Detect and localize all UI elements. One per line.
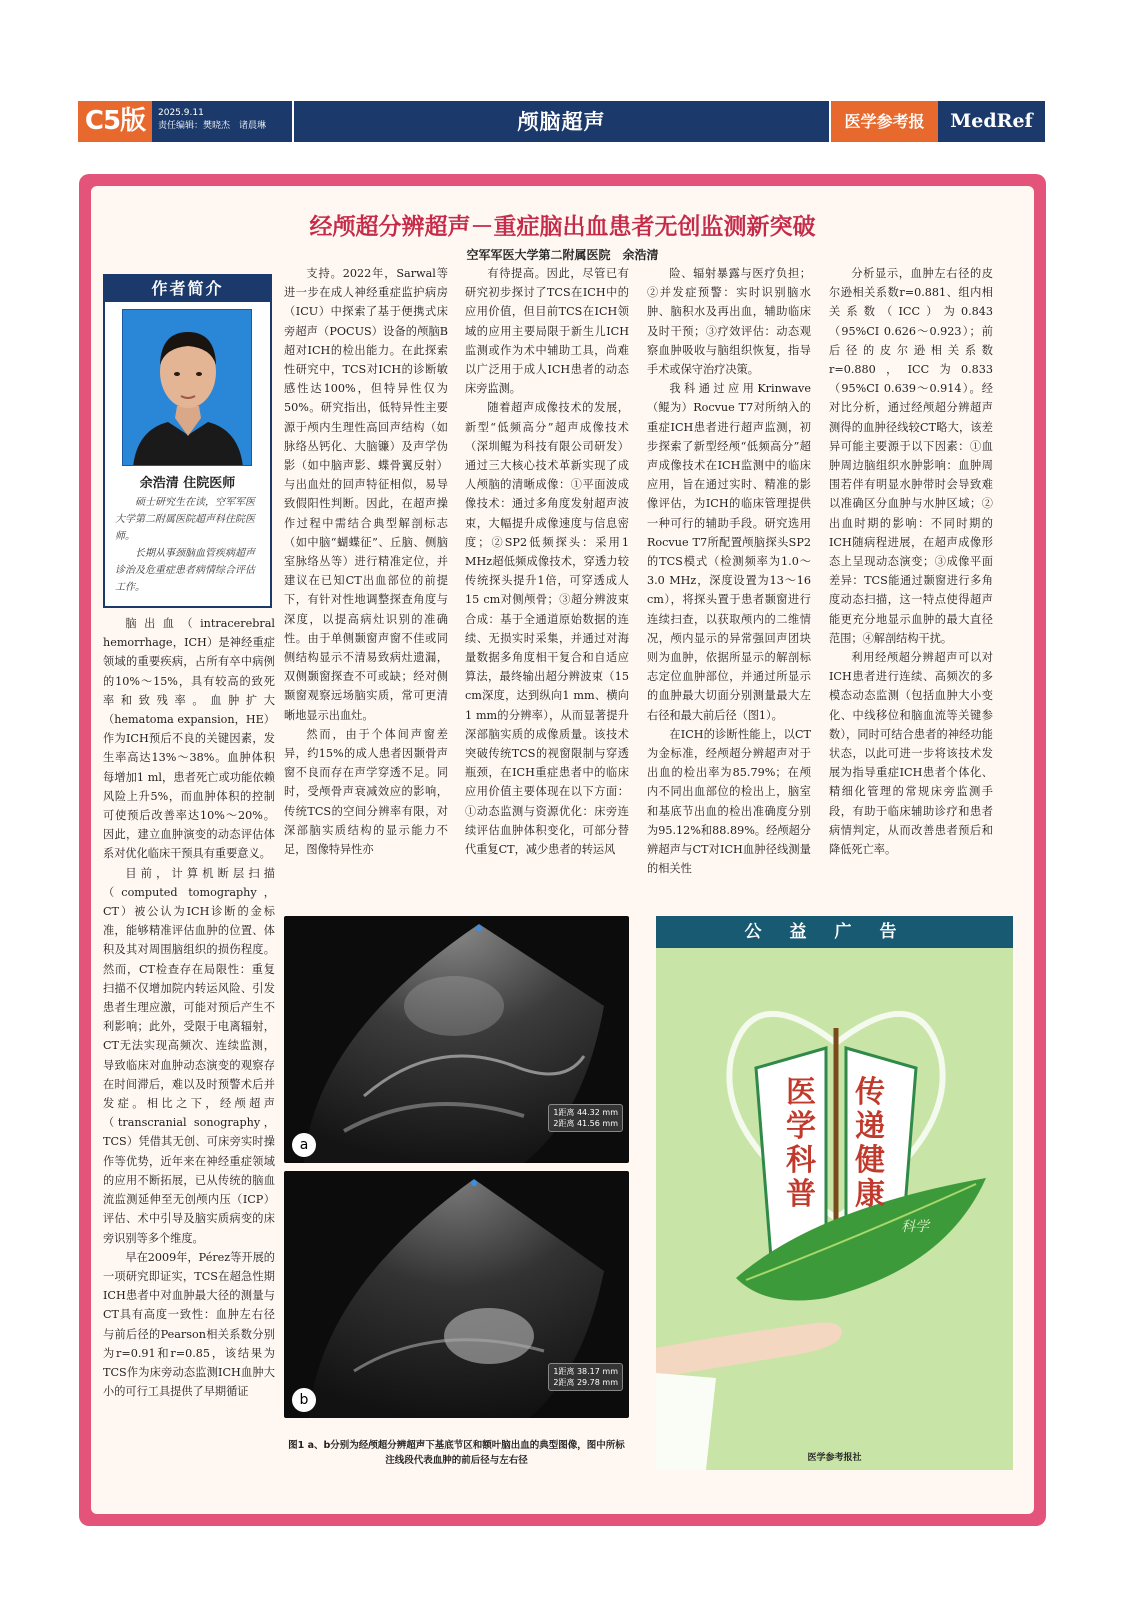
author-name: 余浩清 住院医师 bbox=[139, 476, 236, 491]
section-title: 颅脑超声 bbox=[517, 109, 606, 134]
text-column-1 bbox=[103, 614, 275, 1401]
author-bio: 硕士研究生在读，空军军医大学第二附属医院超声科住院医师。 长期从事颈脑血管疾病超声诊治及危重症患者病情综合评估工作。 bbox=[115, 497, 255, 593]
paragraph: 早在2009年，Pérez等开展的一项研究即证实，TCS在超急性期ICH患者中对血肿最大径的测量与CT具有高度一致性：血肿左右径与前后径的Pearson相关系数分别为r=0.91和r=0.85，该结果为TCS作为床旁动态监测ICH血肿大小的可行工具提供了早期循证 bbox=[103, 1250, 275, 1399]
paragraph: 险、辐射暴露与医疗负担；②并发症预警：实时识别脑水肿、脑积水及再出血，辅助临床及时干预；③疗效评估：动态观察血肿吸收与脑组织恢复，指导手术或保守治疗决策。 bbox=[647, 267, 811, 377]
measurement-readout: 1距离 38.17 mm 2距离 29.78 mm bbox=[548, 1363, 623, 1391]
paragraph: 然而，由于个体间声窗差异，约15%的成人患者因颞骨声窗不良而存在声学穿透不足。同时，受颅骨声衰减效应的影响，传统TCS的空间分辨率有限，对深部脑实质结构的显示能力不足，图像特异性亦 bbox=[284, 727, 448, 857]
paper-name: 医学参考报 bbox=[831, 101, 938, 142]
brand-logo: MedRef bbox=[950, 110, 1033, 132]
issue-date: 2025.9.11 bbox=[158, 108, 204, 118]
editors: 责任编辑：樊晓杰 诸晨琳 bbox=[158, 121, 267, 131]
measurement-readout: 1距离 44.32 mm 2距离 41.56 mm bbox=[548, 1104, 623, 1132]
paragraph: 支持。2022年，Sarwal等进一步在成人神经重症监护病房（ICU）中探索了基于便携式床旁超声（POCUS）设备的颅脑B超对ICH的检出能力。在此探索性研究中，TCS对ICH的诊断敏感性达100%，但特异性仅为50%。研究指出，低特异性主要源于颅内生理性高回声结构（如脉络丛钙化、大脑镰）及声学伪影（如中脑声影、蝶骨翼反射）与出血灶的回声特征相似，易导致假阳性判断。因此，在超声操作过程中需结合典型解剖标志（如中脑“蝴蝶征”、丘脑、侧脑室脉络丛等）进行精准定位，并建议在已知CT出血部位的前提下，有针对性地调整探查角度与深度，以提高病灶识别的准确性。由于单侧颞窗声窗不佳或同侧结构显示不清易致病灶遗漏，双侧颞窗探查不可或缺；经对侧颞窗观察远场脑实质，常可更清晰地显示出血灶。 bbox=[284, 267, 448, 722]
text-column-4 bbox=[647, 264, 811, 879]
paragraph: 脑出血（intracerebral hemorrhage，ICH）是神经重症领域的重要疾病，占所有卒中病例的10%～15%，具有较高的致死率和致残率。血肿扩大（hematoma expansion，HE）作为ICH预后不良的关键因素，发生率高达13%～38%。血肿体积每增加1 ml，患者死亡或功能依赖风险上升5%，而血肿体积的控制可使预后改善率达10%～20%。因此，建立血肿演变的动态评估体系对优化临床干预具有重要意义。 bbox=[103, 617, 275, 861]
author-profile bbox=[103, 274, 272, 608]
edition-info bbox=[158, 107, 266, 133]
edition-badge: C5版 bbox=[78, 101, 152, 142]
public-service-ad bbox=[656, 916, 1013, 1470]
author-photo bbox=[122, 309, 252, 466]
paragraph: 随着超声成像技术的发展，新型“低频高分”超声成像技术（深圳鲲为科技有限公司研发）通过三大核心技术革新实现了成人颅脑的清晰成像：①平面波成像技术：通过多角度发射超声波束，大幅提升成像速度与信息密度；②SP2低频探头：采用1 MHz超低频成像技术，穿透力较传统探头提升1倍，可穿透成人15 cm对侧颅骨；③超分辨波束合成：基于全通道原始数据的连续、无损实时采集，并通过对海量数据多角度相干复合和自适应算法，最终输出超分辨波束（15 cm深度，达到纵向1 mm、横向1 mm的分辨率），从而显著提升深部脑实质的成像质量。该技术突破传统TCS的视窗限制与穿透瓶颈，在ICH重症患者中的临床应用价值主要体现在以下方面：①动态监测与资源优化：床旁连续评估血肿体积变化，可部分替代重复CT，减少患者的转运风 bbox=[465, 401, 629, 857]
paragraph: 利用经颅超分辨超声可以对ICH患者进行连续、高频次的多模态动态监测（包括血肿大小变化、中线移位和脑血流等关键参数），同时可结合患者的神经功能状态，以此可进一步将该技术发展为指导重症ICH患者个体化、精细化管理的常规床旁监测手段，有助于临床辅助诊疗和患者病情判定，从而改善患者预后和降低死亡率。 bbox=[829, 651, 993, 857]
ad-footer: 医学参考报社 bbox=[807, 1453, 862, 1463]
ultrasound-image-b bbox=[284, 1171, 629, 1418]
paragraph: 目前，计算机断层扫描（computed tomography，CT）被公认为ICH诊断的金标准，能够精准评估血肿的位置、体积及其对周围脑组织的损伤程度。然而，CT检查存在局限性：重复扫描不仅增加院内转运风险、引发患者生理应激，可能对预后产生不利影响；此外，受限于电离辐射，CT无法实现高频次、连续监测，导致临床对血肿动态演变的观察存在时间滞后，难以及时预警术后并发症。相比之下，经颅超声（transcranial sonography，TCS）凭借其无创、可床旁实时操作等优势，近年来在神经重症领域的应用不断拓展，已从传统的脑血流监测延伸至无创颅内压（ICP）评估、术中引导及脑实质病变的床旁识别等多个维度。 bbox=[103, 866, 275, 1245]
article-title: 经颅超分辨超声－重症脑出血患者无创监测新突破 bbox=[309, 214, 816, 240]
paragraph: 在ICH的诊断性能上，以CT为金标准，经颅超分辨超声对于出血的检出率为85.79%；在颅内不同出血部位的检出上，脑室和基底节出血的检出准确度分别为95.12%和88.89%。经颅超分辨超声与CT对ICH血肿径线测量的相关性 bbox=[647, 727, 811, 876]
author-heading: 作者简介 bbox=[105, 276, 270, 302]
article-byline: 空军军医大学第二附属医院 余浩清 bbox=[466, 248, 659, 262]
text-column-3 bbox=[465, 264, 629, 859]
ad-illustration bbox=[656, 948, 1013, 1470]
ad-heading: 公益广告 bbox=[656, 916, 1013, 948]
ad-slogan-left: 医学科普 bbox=[786, 1075, 816, 1212]
masthead-bar bbox=[78, 101, 1045, 142]
ad-slogan-right: 传递健康 bbox=[855, 1075, 885, 1212]
ultrasound-image-a bbox=[284, 916, 629, 1163]
paragraph: 有待提高。因此，尽管已有研究初步探讨了TCS在ICH中的应用价值，但目前TCS在ICH领域的应用主要局限于新生儿ICH监测或作为术中辅助工具，尚难以广泛用于成人ICH患者的动态床旁监测。 bbox=[465, 267, 629, 396]
article-body bbox=[91, 186, 1034, 1514]
paragraph: 我科通过应用Krinwave（鲲为）Rocvue T7对所纳入的重症ICH患者进行超声监测，初步探索了新型经颅“低频高分”超声成像技术在ICH监测中的临床应用，旨在通过实时、精准的影像评估，为ICH的临床管理提供一种可行的辅助手段。研究选用Rocvue T7所配置颅脑探头SP2的TCS模式（检测频率为1.0～3.0 MHz，深度设置为13～16 cm），将探头置于患者颞窗进行连续扫查，以获取颅内的二维情况，颅内显示的异常强回声团块则为血肿，依据所显示的解剖标志定位血肿部位，并通过所显示的血肿最大切面分别测量最大左右径和最大前后径（图1）。 bbox=[647, 382, 811, 722]
paragraph: 分析显示，血肿左右径的皮尔逊相关系数r=0.881、组内相关系数（ICC）为0.843（95%CI 0.626～0.923）；前后径的皮尔逊相关系数r=0.880，ICC为0.833（95%CI 0.639～0.914）。经对比分析，通过经颅超分辨超声测得的血肿径线较CT略大，该差异可能主要源于以下因素：①血肿周边脑组织水肿影响：血肿周围若伴有明显水肿带时会导致难以准确区分血肿与水肿区域；②出血时期的影响：不同时期的ICH随病程进展，在超声成像形态上呈现动态演变；③成像平面差异：TCS能通过颞窗进行多角度动态扫描，这一特点使得超声能更充分地显示血肿的最大直径范围；④解剖结构干扰。 bbox=[829, 267, 993, 645]
ad-leaf-text: 科学 bbox=[901, 1219, 929, 1235]
panel-label: b bbox=[292, 1388, 316, 1412]
text-column-2 bbox=[284, 264, 448, 859]
text-column-5 bbox=[829, 264, 993, 859]
article-frame bbox=[79, 174, 1046, 1526]
figure-caption: 图1 a、b分别为经颅超分辨超声下基底节区和额叶脑出血的典型图像，图中所标注线段代表血肿的前后径与左右径 bbox=[288, 1440, 625, 1466]
panel-label: a bbox=[292, 1133, 316, 1157]
